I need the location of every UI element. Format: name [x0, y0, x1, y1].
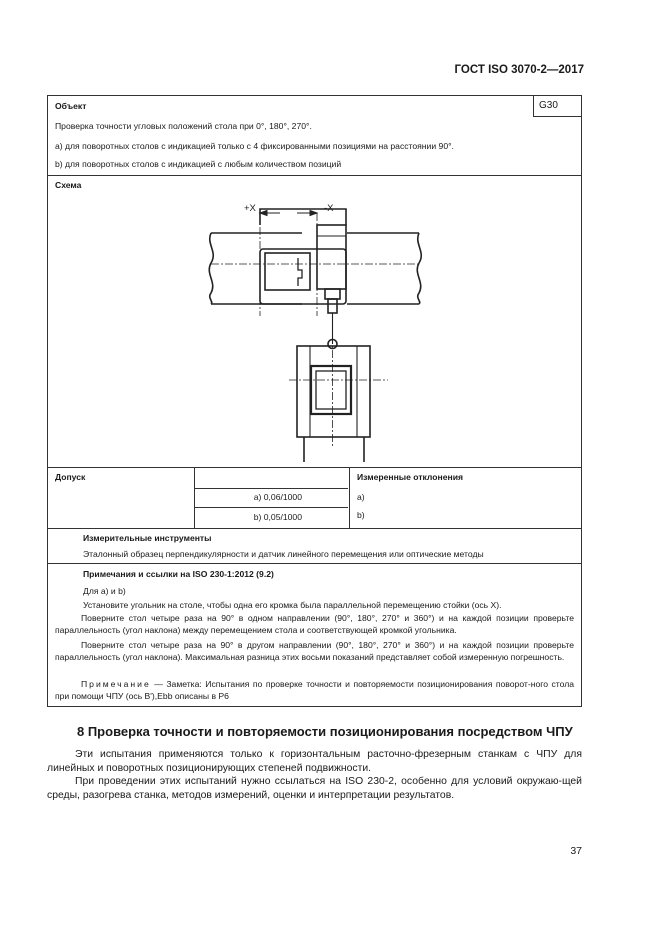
instruments-text: Эталонный образец перпендикулярности и датчик линейного перемещения или оптические методы	[83, 549, 484, 559]
notes-remark	[55, 679, 574, 702]
minus-x-label: -X	[324, 203, 334, 214]
object-case-b: b) для поворотных столов с индикацией с любым количеством позиций	[55, 159, 342, 169]
notes-step-2: Поверните стол четыре раза на 90° в одном направлении (90°, 180°, 270° и 360°) и на каждой позиции проверьте параллельность (угол наклона) между перемещением стола и соответствующей кромкой угольника.	[55, 613, 574, 635]
tolerance-row-divider	[194, 507, 348, 508]
left-break-line	[209, 233, 213, 304]
notes-scope: Для a) и b)	[83, 586, 126, 596]
notes-step-1: Установите угольник на столе, чтобы одна его кромка была параллельной перемещению стойки (ось X).	[83, 600, 502, 610]
scheme-section-bottom	[48, 467, 581, 468]
carriage-window	[265, 253, 310, 290]
scheme-label: Схема	[55, 180, 82, 190]
minus-x-arrow-icon	[310, 211, 317, 216]
measured-value-b: b)	[357, 510, 365, 520]
measured-value-a: a)	[357, 492, 365, 502]
measured-col-divider	[349, 467, 350, 528]
tolerance-value-b: b) 0,05/1000	[253, 512, 302, 522]
object-title: Проверка точности угловых положений стола при 0°, 180°, 270°.	[55, 121, 312, 131]
object-label: Объект	[55, 101, 87, 111]
instruments-label: Измерительные инструменты	[83, 533, 212, 543]
rotary-table-body	[297, 346, 370, 437]
test-table	[47, 95, 582, 707]
object-code: G30	[539, 100, 558, 111]
measured-label: Измеренные отклонения	[357, 472, 463, 482]
tolerance-row-divider	[194, 488, 348, 489]
indicator-body	[317, 225, 346, 289]
tolerance-label: Допуск	[55, 472, 86, 482]
right-break-line	[417, 233, 421, 304]
document-id: ГОСТ ISO 3070-2—2017	[454, 64, 584, 76]
section-paragraph-1: Эти испытания применяются только к горизонтальным расточно-фрезерным станкам с ЧПУ для линейных и поворотных позиционирующих степеней подвижности.	[47, 749, 582, 774]
notes-step-3: Поверните стол четыре раза на 90° в другом направлении (90°, 180°, 270° и 360°) и на каждой позиции проверьте параллельность (угол наклона). Максимальная разница этих восьми показаний представляет собой измеренную погрешность.	[55, 640, 574, 662]
indicator-clamp	[298, 258, 302, 286]
section-title: 8 Проверка точности и повторяемости позиционирования посредством ЧПУ	[77, 724, 573, 739]
indicator-head	[325, 289, 340, 299]
scheme-diagram	[48, 176, 581, 466]
object-case-a: a) для поворотных столов с индикацией только с 4 фиксированными позициями на расстоянии 90°.	[55, 141, 454, 151]
carriage-block	[260, 249, 346, 304]
notes-remark-prefix: Примечание	[81, 679, 151, 689]
instruments-section-bottom	[48, 563, 581, 564]
indicator-stem	[328, 299, 337, 313]
page-number: 37	[570, 845, 582, 857]
code-cell-bottom	[533, 116, 581, 117]
tolerance-value-a: a) 0,06/1000	[253, 492, 302, 502]
tolerance-section-bottom	[48, 528, 581, 529]
section-paragraph-2: При проведении этих испытаний нужно ссылаться на ISO 230-2, особенно для условий окружаю-щей среды, разогрева станка, методов измерений, оценки и интерпретации результатов.	[47, 776, 582, 801]
notes-remark-text: — Заметка: Испытания по проверке точности и повторяемости позиционирования поворот-ного стола при помощи ЧПУ (ось B'),Ebb описаны в P6	[55, 679, 574, 701]
code-cell-divider	[533, 96, 534, 116]
plus-x-arrow-icon	[260, 211, 267, 216]
notes-label: Примечания и ссылки на ISO 230-1:2012 (9.2)	[83, 569, 274, 579]
plus-x-label: +X	[244, 203, 256, 214]
table-base	[304, 437, 364, 462]
square-reference	[311, 366, 351, 414]
